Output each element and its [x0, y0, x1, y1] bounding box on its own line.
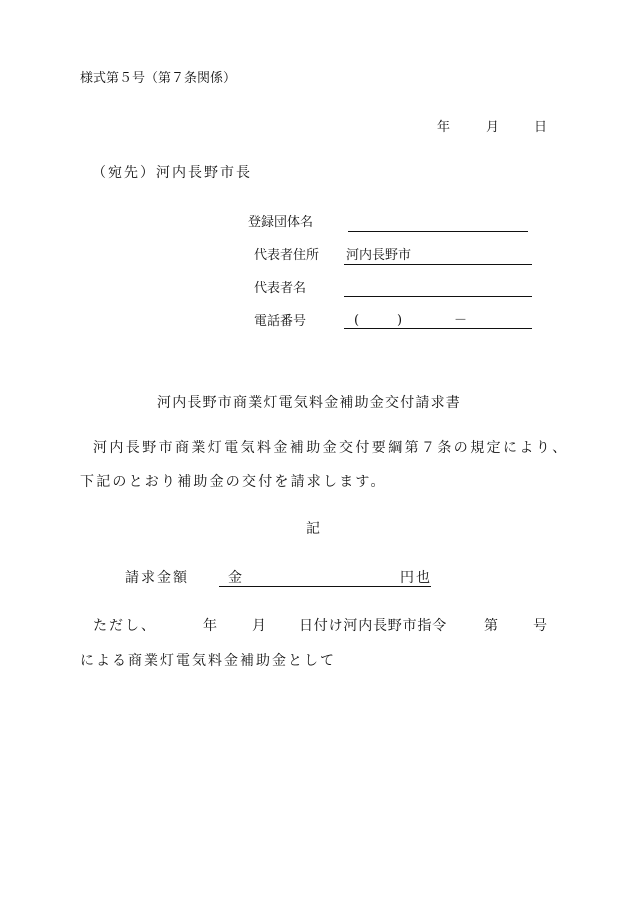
proviso-go: 号 [533, 618, 547, 634]
address-underline [344, 264, 532, 265]
proviso-line-2: による商業灯電気料金補助金として [80, 653, 336, 669]
phone-underline [344, 328, 532, 329]
body-line-2: 下記のとおり補助金の交付を請求します。 [80, 474, 387, 490]
org-name-underline [348, 231, 528, 232]
ki-label: 記 [306, 521, 320, 537]
address-label: 代表者住所 [254, 248, 320, 263]
form-number: 様式第５号（第７条関係） [80, 71, 237, 86]
phone-dash: － [454, 313, 468, 328]
date-month-label: 月 [486, 120, 500, 135]
phone-open-paren: ( [354, 313, 360, 328]
body-line-1: 河内長野市商業灯電気料金補助金交付要綱第７条の規定により、 [93, 440, 569, 456]
org-name-label: 登録団体名 [248, 215, 314, 230]
phone-close-paren: ) [397, 313, 403, 328]
proviso-month: 月 [252, 618, 266, 634]
date-day-label: 日 [534, 120, 548, 135]
amount-underline [219, 586, 431, 587]
proviso-year: 年 [203, 618, 217, 634]
proviso-dai: 第 [484, 618, 498, 634]
address-prefix: 河内長野市 [346, 248, 412, 263]
amount-label: 請求金額 [125, 570, 189, 586]
document-title: 河内長野市商業灯電気料金補助金交付請求書 [157, 395, 461, 411]
representative-name-underline [344, 296, 532, 297]
amount-prefix: 金 [228, 570, 242, 586]
date-year-label: 年 [437, 120, 451, 135]
proviso-tadashi: ただし、 [93, 618, 157, 634]
amount-suffix: 円也 [400, 570, 432, 586]
addressee: （宛先）河内長野市長 [92, 165, 252, 181]
proviso-date-suffix: 日付け河内長野市指令 [299, 618, 447, 634]
representative-name-label: 代表者名 [254, 281, 307, 296]
phone-label: 電話番号 [254, 314, 307, 329]
